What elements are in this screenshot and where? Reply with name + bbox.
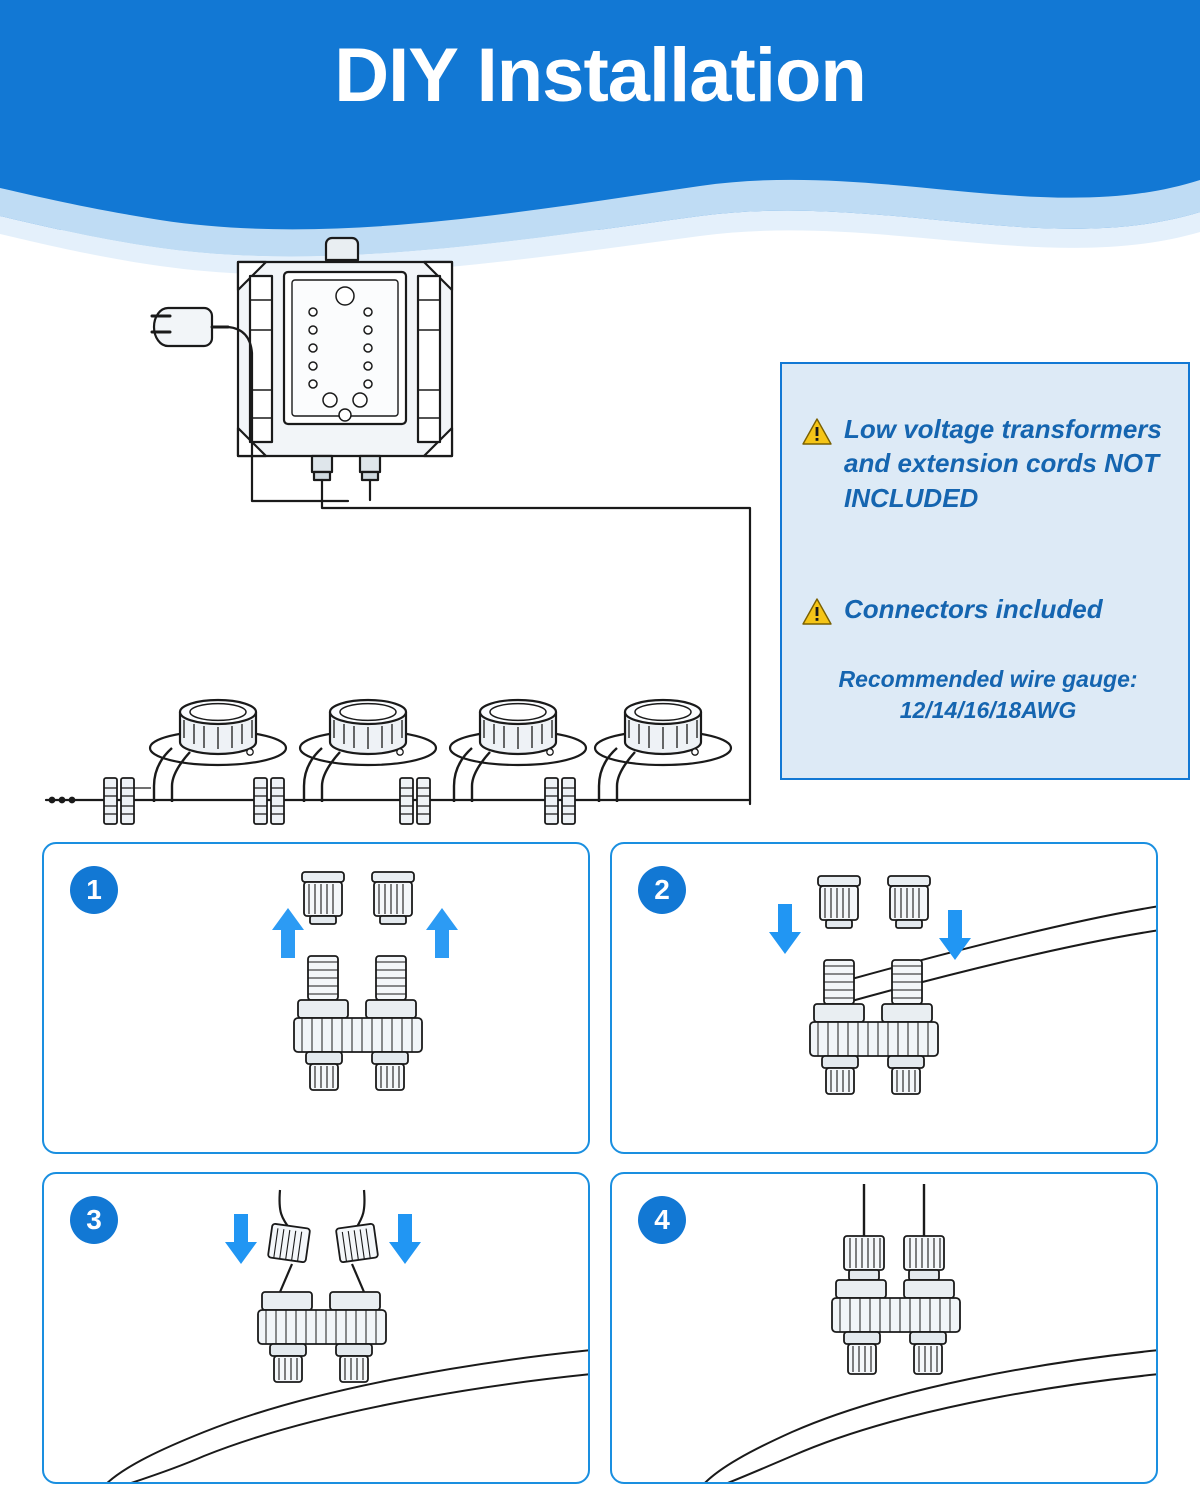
step-2-panel <box>610 842 1158 1154</box>
step-2-illustration <box>612 844 1158 1154</box>
warning-item-1-text: Low voltage transformers and extension cords NOT INCLUDED <box>844 414 1162 513</box>
power-plug <box>152 308 228 346</box>
step-2-badge: 2 <box>638 866 686 914</box>
warning-panel <box>780 362 1190 780</box>
step-3-badge: 3 <box>70 1196 118 1244</box>
warning-item-2 <box>802 592 1174 626</box>
step-4-illustration <box>612 1174 1158 1484</box>
warning-triangle-icon <box>802 418 832 445</box>
step-1-illustration <box>44 844 590 1154</box>
connector-group <box>104 778 575 824</box>
page-title: DIY Installation <box>334 33 866 118</box>
step-4-panel <box>610 1172 1158 1484</box>
warning-item-2-text: Connectors included <box>844 594 1103 624</box>
up-arrow-icon <box>272 908 458 958</box>
wire-gauge-note: Recommended wire gauge: 12/14/16/18AWG <box>838 666 1138 724</box>
step-1-badge: 1 <box>70 866 118 914</box>
deck-light-group <box>150 700 731 802</box>
step-3-panel <box>42 1172 590 1484</box>
warning-triangle-icon <box>802 598 832 625</box>
down-arrow-icon <box>225 1214 421 1264</box>
header-wave-decoration <box>0 150 1200 260</box>
step-3-illustration <box>44 1174 590 1484</box>
step-4-badge: 4 <box>638 1196 686 1244</box>
step-1-panel <box>42 842 590 1154</box>
warning-item-1 <box>802 412 1174 515</box>
down-arrow-icon <box>769 904 971 960</box>
